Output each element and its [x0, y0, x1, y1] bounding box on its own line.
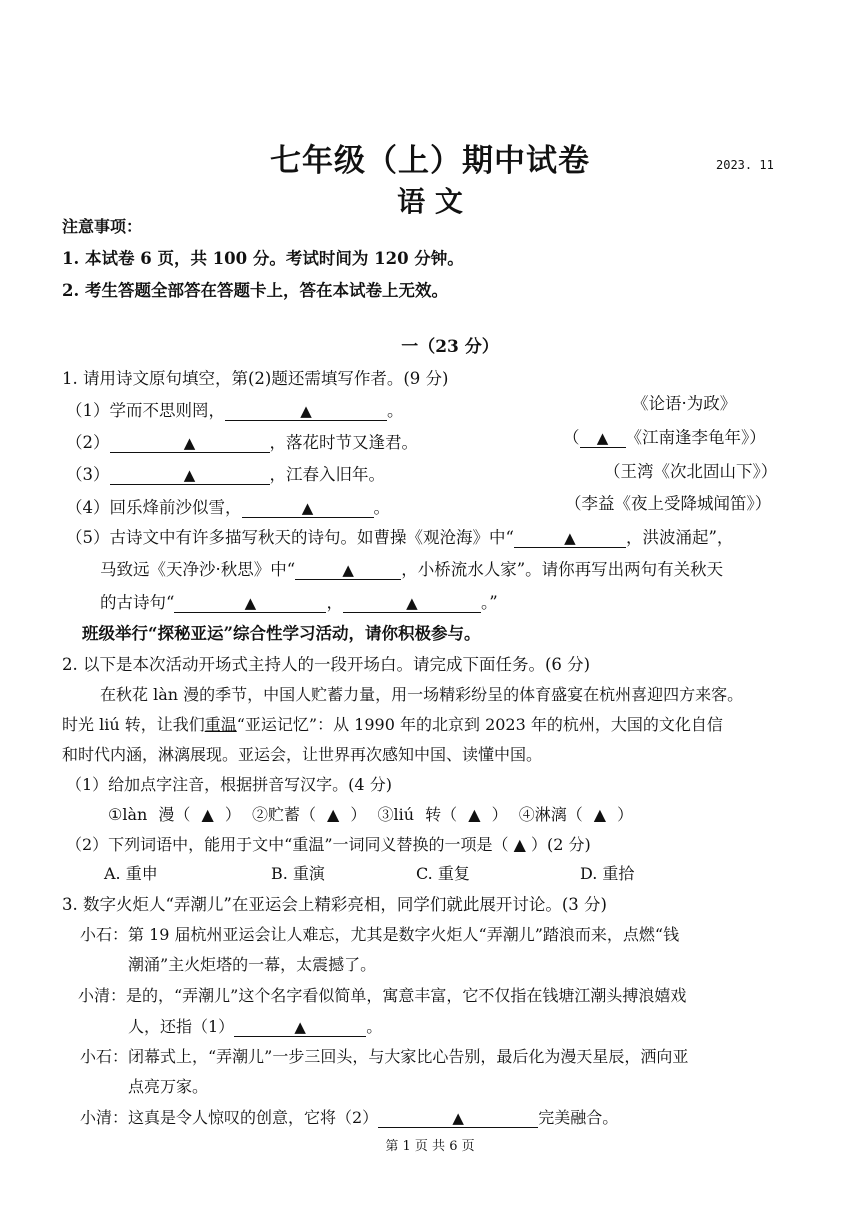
triangle-icon: ▲: [300, 402, 312, 420]
answer-blank: [174, 594, 326, 613]
section-heading: 一（23 分）: [401, 337, 499, 357]
notes-item-2: 2. 考生答题全部答在答题卡上，答在本试卷上无效。: [62, 281, 448, 300]
q1-part-1-text: 学而不思则罔，: [109, 401, 225, 420]
q1-part-5-line-3: 的古诗句“ ▲ ， ▲ 。”: [100, 593, 498, 612]
answer-blank: [110, 434, 270, 453]
q2-passage-line-1: 在秋花 làn 漫的季节，中国人贮蓄力量，用一场精彩纷呈的体育盛宴在杭州喜迎四方来客。: [100, 685, 744, 704]
triangle-icon: ▲: [294, 1018, 306, 1036]
q2-passage-line-2: 时光 liú 转，让我们重温“亚运记忆”：从 1990 年的北京到 2023 年的杭州，大国的文化自信: [62, 715, 723, 734]
q1-part-2-source: （ ▲ 《江南逢李龟年》）: [563, 428, 766, 447]
triangle-icon: ▲: [564, 529, 576, 547]
q1-part-2: （2） ▲ ，落花时节又逢君。: [66, 433, 418, 452]
notes-item-1: 1. 本试卷 6 页，共 100 分。考试时间为 120 分钟。: [62, 249, 464, 268]
dialog-2-line-2: 人，还指（1） ▲ 。: [128, 1017, 383, 1036]
q1-part-5-line-1: （5）古诗文中有许多描写秋天的诗句。如曹操《观沧海》中“ ▲ ，洪波涌起”，: [66, 528, 734, 547]
dialog-4: 小清：这真是令人惊叹的创意，它将（2） ▲ 完美融合。: [80, 1108, 619, 1127]
q2-sub-1-items: ①làn 漫（ ▲ ） ②贮蓄（ ▲ ） ③liú 转（ ▲ ） ④淋漓（ ▲ ）: [108, 805, 634, 824]
question-1-stem: 1. 请用诗文原句填空，第(2)题还需填写作者。(9 分): [62, 369, 449, 388]
q2-sub-2: （2）下列词语中，能用于文中“重温”一词同义替换的一项是（ ▲ ）(2 分): [66, 835, 591, 854]
answer-blank: [242, 499, 374, 518]
dialog-2-line-1: 小清：是的，“弄潮儿”这个名字看似简单，寓意丰富，它不仅指在钱塘江潮头搏浪嬉戏: [78, 986, 687, 1005]
answer-blank: [234, 1018, 366, 1037]
triangle-icon: ▲: [183, 466, 196, 484]
q1-part-4-source: （李益《夜上受降城闻笛》）: [565, 494, 772, 513]
q1-part-4: （4）回乐烽前沙似雪， ▲ 。: [66, 498, 390, 517]
q2-passage-line-3: 和时代内涵，淋漓展现。亚运会，让世界再次感知中国、读懂中国。: [62, 745, 543, 764]
answer-blank: [295, 561, 401, 580]
answer-blank: [378, 1109, 538, 1128]
q1-part-3: （3） ▲ ，江春入旧年。: [66, 465, 385, 484]
triangle-icon: ▲: [301, 499, 314, 517]
triangle-icon: ▲: [452, 1109, 464, 1127]
exam-title: 七年级（上）期中试卷: [270, 143, 590, 179]
question-3-stem: 3. 数字火炬人“弄潮儿”在亚运会上精彩亮相，同学们就此展开讨论。(3 分): [62, 895, 607, 914]
q1-part-1-source: 《论语·为政》: [632, 394, 737, 413]
answer-blank: [110, 466, 270, 485]
question-2-stem: 2. 以下是本次活动开场式主持人的一段开场白。请完成下面任务。(6 分): [62, 655, 591, 674]
q2-sub-1: （1）给加点字注音，根据拼音写汉字。(4 分): [66, 775, 392, 794]
notes-heading: 注意事项：: [62, 217, 143, 236]
option-d: D. 重拾: [580, 864, 635, 883]
page-number: 第 1 页 共 6 页: [385, 1139, 475, 1154]
dialog-3-line-1: 小石：闭幕式上，“弄潮儿”一步三回头，与大家比心告别，最后化为漫天星辰，洒向亚: [80, 1047, 689, 1066]
underlined-word: 重温: [204, 715, 237, 734]
q1-part-1-number: （1）: [66, 401, 110, 420]
triangle-icon: ▲: [596, 429, 609, 447]
dialog-3-line-2: 点亮万家。: [128, 1077, 209, 1096]
dialog-1-line-1: 小石：第 19 届杭州亚运会让人难忘，尤其是数字火炬人“弄潮儿”踏浪而来，点燃“钱: [80, 925, 680, 944]
triangle-icon: ▲: [406, 594, 418, 612]
triangle-icon: ▲: [183, 434, 196, 452]
q1-part-5-line-2: 马致远《天净沙·秋思》中“ ▲ ，小桥流水人家”。请你再写出两句有关秋天: [100, 560, 724, 579]
activity-intro: 班级举行“探秘亚运”综合性学习活动，请你积极参与。: [82, 624, 481, 643]
option-b: B. 重演: [271, 864, 325, 883]
author-blank: [580, 429, 626, 448]
triangle-icon: ▲: [342, 561, 354, 579]
answer-blank: [343, 594, 481, 613]
answer-blank: [514, 529, 626, 548]
triangle-icon: ▲: [244, 594, 257, 612]
subject-title: 语 文: [397, 185, 463, 218]
answer-blank: [225, 402, 387, 421]
exam-date: 2023. 11: [716, 158, 774, 172]
q1-part-1: （1）学而不思则罔， ▲ 。: [66, 401, 404, 420]
q1-part-3-source: （王湾《次北固山下》）: [604, 462, 778, 481]
option-c: C. 重复: [416, 864, 470, 883]
dialog-1-line-2: 潮涌”主火炬塔的一幕，太震撼了。: [128, 955, 377, 974]
option-a: A. 重申: [104, 864, 158, 883]
